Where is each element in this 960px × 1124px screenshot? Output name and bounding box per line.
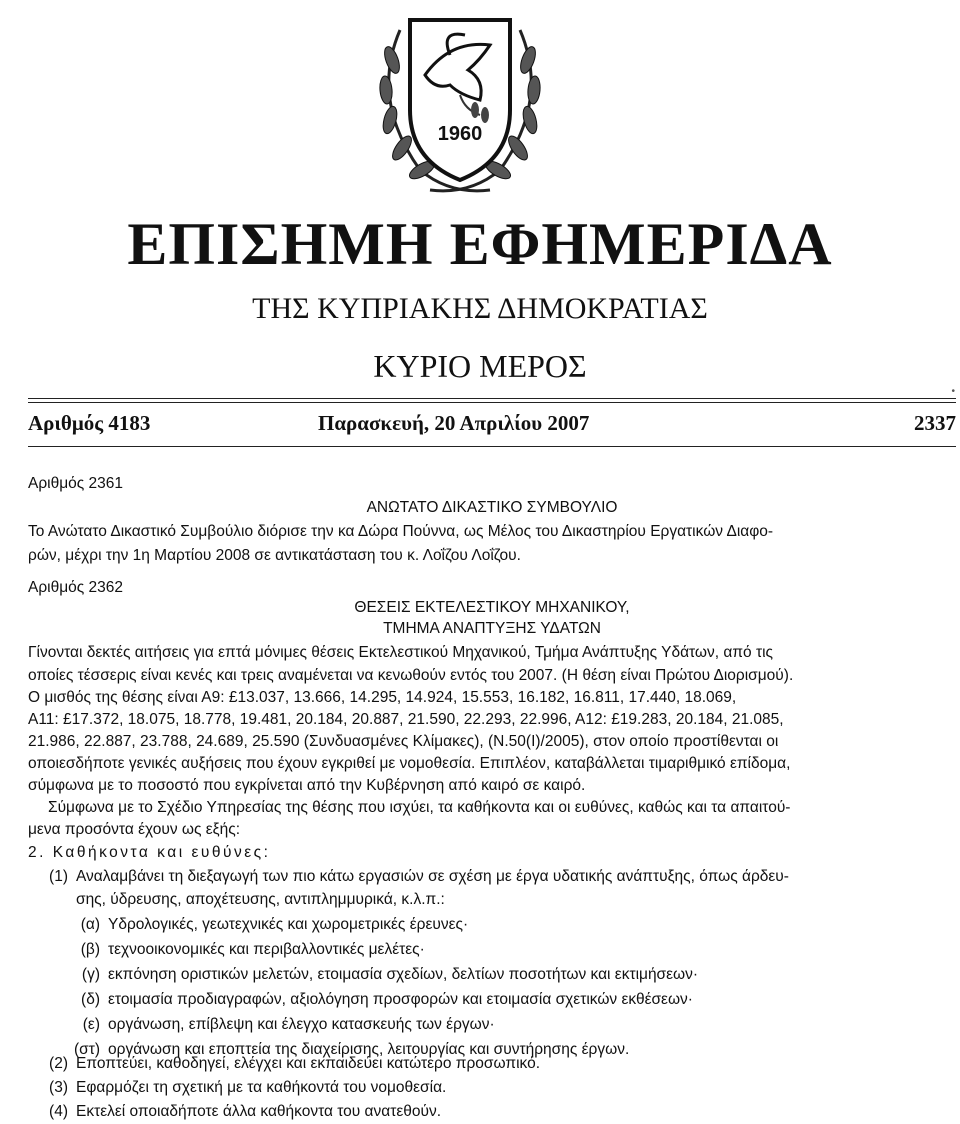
subitem bbox=[60, 938, 956, 962]
notice-2361-heading: ΑΝΩΤΑΤΟ ΔΙΚΑΣΤΙΚΟ ΣΥΜΒΟΥΛΙΟ bbox=[366, 499, 618, 516]
paragraph-line: οποιεσδήποτε γενικές αυξήσεις που έχουν εγκριθεί με νομοθεσία. Επιπλέον, καταβάλλεται τιμαριθμικό επίδομα, bbox=[28, 755, 791, 772]
top-rule-thin bbox=[28, 402, 956, 403]
gazette-part: ΚΥΡΙΟ ΜΕΡΟΣ bbox=[373, 348, 587, 384]
notice-2361-body-line: Το Ανώτατο Δικαστικό Συμβούλιο διόρισε την κα Δώρα Πούννα, ως Μέλος του Δικαστηρίου Εργατικών Διαφο- bbox=[28, 523, 774, 540]
list-item bbox=[28, 1076, 956, 1100]
list-item-label: (2) bbox=[49, 1055, 68, 1072]
subitem-label: (α) bbox=[80, 916, 100, 933]
paragraph-line: 21.986, 22.887, 23.788, 24.689, 25.590 (Συνδυασμένες Κλίμακες), (Ν.50(Ι)/2005), στον οποίο προστίθενται οι bbox=[28, 733, 779, 750]
list-item-text: Αναλαμβάνει τη διεξαγωγή των πιο κάτω εργασιών σε σχέση με έργα υδατικής ανάπτυξης, όπως άρδευ- bbox=[76, 868, 789, 885]
gazette-subtitle: ΤΗΣ ΚΥΠΡΙΑΚΗΣ ΔΗΜΟΚΡΑΤΙΑΣ bbox=[252, 292, 708, 325]
paragraph-line: μενα προσόντα έχουν ως εξής: bbox=[28, 821, 241, 838]
emblem-year: 1960 bbox=[437, 123, 483, 145]
paragraph-line: Ο μισθός της θέσης είναι Α9: £13.037, 13.666, 14.295, 14.924, 15.553, 16.182, 16.811, 17.440, 18.069, bbox=[28, 689, 737, 706]
paragraph-line: Σύμφωνα με το Σχέδιο Υπηρεσίας της θέσης που ισχύει, τα καθήκοντα και οι ευθύνες, καθώς και τα απαιτού- bbox=[48, 799, 791, 816]
subitem-text: Υδρολογικές, γεωτεχνικές και χωρομετρικές έρευνες· bbox=[108, 916, 469, 933]
notice-2361-number: Αριθμός 2361 bbox=[28, 475, 124, 492]
list-item-text: Εκτελεί οποιαδήποτε άλλα καθήκοντα του ανατεθούν. bbox=[76, 1103, 442, 1120]
subitem-label: (γ) bbox=[81, 966, 100, 983]
page-number: 2337 bbox=[914, 411, 956, 435]
list-item-text: Εποπτεύει, καθοδηγεί, ελέγχει και εκπαιδεύει κατώτερο προσωπικό. bbox=[76, 1055, 541, 1072]
list-item-label: (1) bbox=[49, 868, 68, 885]
subitem-label: (β) bbox=[80, 941, 100, 958]
subitem-label: (δ) bbox=[81, 991, 100, 1008]
paragraph-line: Α11: £17.372, 18.075, 18.778, 19.481, 20.184, 20.887, 21.590, 22.293, 22.996, Α12: £19.283, 20.184, 21.085, bbox=[28, 711, 784, 728]
subitem-text: ετοιμασία προδιαγραφών, αξιολόγηση προσφορών και ετοιμασία σχετικών εκθέσεων· bbox=[108, 991, 693, 1008]
gazette-title: ΕΠΙΣΗΜΗ ΕΦΗΜΕΡΙΔΑ bbox=[127, 211, 833, 277]
list-item bbox=[28, 1100, 956, 1124]
notice-2362-number: Αριθμός 2362 bbox=[28, 579, 124, 596]
subitem bbox=[60, 963, 956, 987]
subitem-label: (στ) bbox=[73, 1041, 100, 1058]
subitem bbox=[60, 1013, 956, 1037]
subitem-text: εκπόνηση οριστικών μελετών, ετοιμασία σχεδίων, δελτίων ποσοτήτων και εκτιμήσεων· bbox=[108, 966, 699, 983]
issue-number: Αριθμός 4183 bbox=[28, 411, 151, 435]
subitem bbox=[60, 913, 956, 937]
issue-info-row bbox=[28, 405, 956, 445]
coat-of-arms-emblem bbox=[340, 0, 580, 205]
subitem-text: οργάνωση, επίβλεψη και έλεγχο κατασκευής των έργων· bbox=[108, 1016, 495, 1033]
list-item-text: Εφαρμόζει τη σχετική με τα καθήκοντά του νομοθεσία. bbox=[76, 1079, 447, 1096]
issue-date: Παρασκευή, 20 Απριλίου 2007 bbox=[318, 411, 590, 435]
list-item bbox=[28, 1052, 956, 1076]
paragraph-line: σύμφωνα με το ποσοστό που εγκρίνεται από την Κυβέρνηση από καιρό σε καιρό. bbox=[28, 777, 586, 794]
subitem-label: (ε) bbox=[82, 1016, 100, 1033]
subitem-text: οργάνωση και εποπτεία της διαχείρισης, λειτουργίας και συντήρησης έργων. bbox=[108, 1041, 630, 1058]
paragraph-line: Γίνονται δεκτές αιτήσεις για επτά μόνιμες θέσεις Εκτελεστικού Μηχανικού, Τμήμα Ανάπτυξης Υδάτων, από τις bbox=[28, 644, 774, 661]
list-item bbox=[28, 865, 956, 889]
top-rule bbox=[28, 398, 956, 399]
paragraph-line: οποίες τέσσερις είναι κενές και τρεις αναμένεται να κενωθούν εντός του 2007. (Η θέση είναι Πρώτου Διορισμού). bbox=[28, 667, 794, 684]
notice-2361-body-line: ρών, μέχρι την 1η Μαρτίου 2008 σε αντικατάσταση του κ. Λοΐζου Λοΐζου. bbox=[28, 547, 521, 564]
bottom-rule bbox=[28, 446, 956, 447]
subitem-text: τεχνοοικονομικές και περιβαλλοντικές μελέτες· bbox=[108, 941, 425, 958]
list-item-continuation: σης, ύδρευσης, αποχέτευσης, αντιπλημμυρικά, κ.λ.π.: bbox=[76, 891, 445, 908]
list-item-label: (3) bbox=[49, 1079, 68, 1096]
notice-2362-heading: ΘΕΣΕΙΣ ΕΚΤΕΛΕΣΤΙΚΟΥ ΜΗΧΑΝΙΚΟΥ, bbox=[354, 599, 630, 616]
subitem bbox=[60, 988, 956, 1012]
list-item-label: (4) bbox=[49, 1103, 68, 1120]
notice-2362-heading: ΤΜΗΜΑ ΑΝΑΠΤΥΞΗΣ ΥΔΑΤΩΝ bbox=[383, 620, 601, 637]
section-heading: 2. Καθήκοντα και ευθύνες: bbox=[28, 844, 271, 861]
margin-mark: • bbox=[951, 386, 955, 397]
